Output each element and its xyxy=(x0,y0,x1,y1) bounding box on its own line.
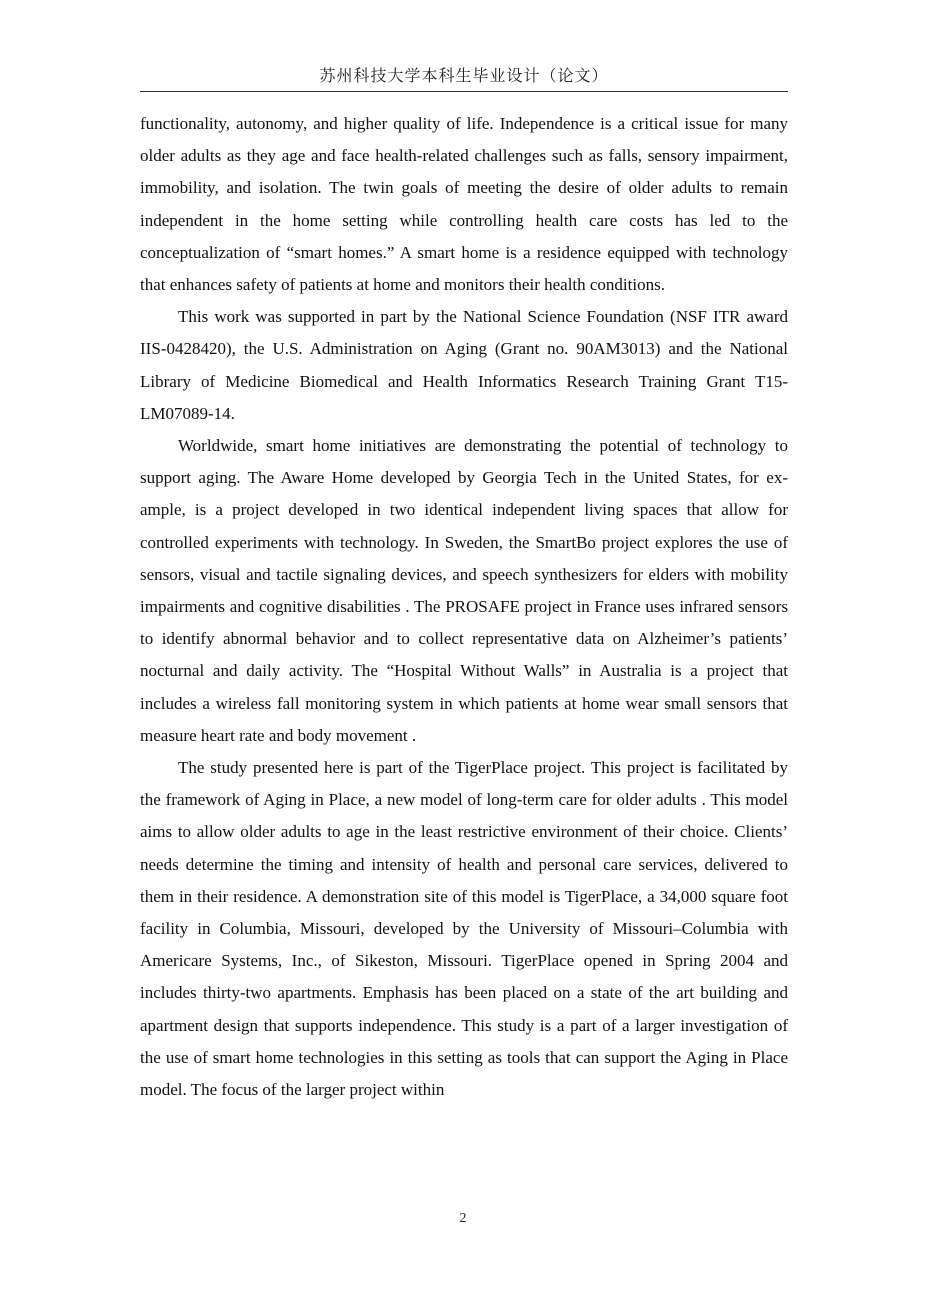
document-body xyxy=(140,108,788,1106)
paragraph-funding: This work was supported in part by the National Science Foundation (NSF ITR award IIS-0428420), the U.S. Administration on Aging (Grant no. 90AM3013) and the National Library of Medicine Biomedical and Health Informatics Research Training Grant T15-LM07089-14. xyxy=(140,307,788,423)
paragraph-continuation: functionality, autonomy, and higher quality of life. Independence is a critical issue for many older adults as they age and face health-related challenges such as falls, sensory impairment, immobility, and isolation. The twin goals of meeting the desire of older adults to remain independent in the home setting while controlling health care costs has led to the conceptualization of “smart homes.” A smart home is a residence equipped with technology that enhances safety of patients at home and monitors their health conditions. xyxy=(140,114,788,295)
paragraph-tigerplace-study: The study presented here is part of the TigerPlace project. This project is facilitated by the framework of Aging in Place, a new model of long-term care for older adults . This model aims to allow older adults to age in the least restrictive environment of their choice. Clients’ needs determine the timing and intensity of health and personal care services, delivered to them in their residence. A demonstration site of this model is TigerPlace, a 34,000 square foot facility in Columbia, Missouri, developed by the University of Missouri–Columbia with Americare Systems, Inc., of Sikeston, Missouri. TigerPlace opened in Spring 2004 and includes thirty-two apartments. Emphasis has been placed on a state of the art building and apartment design that supports independence. This study is a part of a larger investigation of the use of smart home technologies in this setting as tools that can support the Aging in Place model. The focus of the larger project within xyxy=(140,758,788,1100)
page-number: 2 xyxy=(459,1211,467,1226)
page-header: 苏州科技大学本科生毕业设计（论文） xyxy=(319,66,609,85)
header-divider xyxy=(140,91,788,92)
paragraph-smart-home-initiatives: Worldwide, smart home initiatives are demonstrating the potential of technology to support aging. The Aware Home developed by Georgia Tech in the United States, for ex-ample, is a project developed in two identical independent living spaces that allow for controlled experiments with technology. In Sweden, the SmartBo project explores the use of sensors, visual and tactile signaling devices, and speech synthesizers for elders with mobility impairments and cognitive disabilities . The PROSAFE project in France uses infrared sensors to identify abnormal behavior and to collect representative data on Alzheimer’s patients’ nocturnal and daily activity. The “Hospital Without Walls” in Australia is a project that includes a wireless fall monitoring system in which patients at home wear small sensors that measure heart rate and body movement . xyxy=(140,436,788,745)
